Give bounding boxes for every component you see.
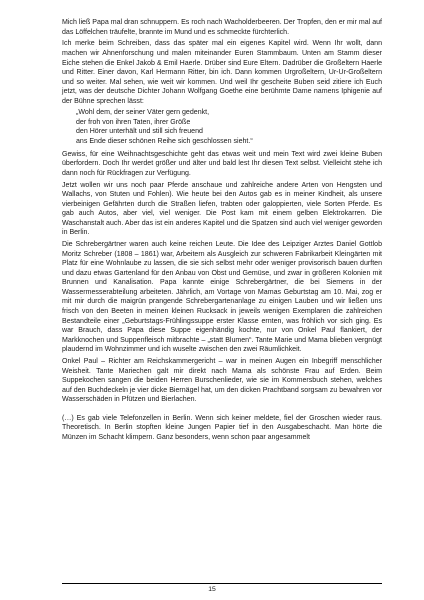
paragraph-6: Onkel Paul – Richter am Reichskammergericht – war in meinen Augen ein Inbegriff menschlicher Weisheit. Tante Mariechen galt mir direkt nach Mama als schönste Frau auf Erden. Beim Suppekochen sangen die beiden Herren Burschenlieder, wie sie im Kommersbuch stehen, welches auf den Buchdeckeln je vier dicke Biernägel hat, um den dicken Prachtband sorgsam zu bewahren vor Wasserschäden in Pfützen und Bierlachen. [62,358,382,404]
page-number: 15 [208,586,216,593]
goethe-quote [76,108,382,146]
paragraph-2: Ich merke beim Schreiben, dass das später mal ein eigenes Kapitel wird. Wenn Ihr wollt, dann machen wir Ahnenforschung und malen miteinander Euren Stammbaum. Unten am Stamm dieser Eiche stehen die Enkel Jakob & Emil Haerle. Drüber sind Eure Eltern. Dadrüber die Großeltern Haerle und Ritter. Einer davon, Karl Hermann Ritter, bin ich. Dann kommen Urgroßeltern, Ur-Ur-Großeltern und so weiter. Mal sehen, wie weit wir kommen. Und weil Ihr gescheite Buben seid zitiere ich Euch jetzt, was der deutsche Dichter Johann Wolfgang Goethe eine berühmte Dame namens Iphigenie auf der Bühne sprechen lässt: [62,40,382,105]
paragraph-3: Gewiss, für eine Weihnachtsgeschichte geht das etwas weit und mein Text wird zwei kleine Buben überfordern. Doch Ihr werdet größer und älter und bald lest Ihr diesen Text selbst. Vielleicht stehe ich dann noch für Rückfragen zur Verfügung. [62,150,382,177]
paragraph-4: Jetzt wollen wir uns noch paar Pferde anschaue und zahlreiche andere Arten von Hengsten und Wallachs, von Stuten und Fohlen). Wie heute bei den Autos gab es in meiner Kindheit, als unsere vierbeinigen Gefährten durch die Straßen liefen, trabten oder galoppierten, viele Sorten Pferde. Es gab auch Autos, aber viel, viel weniger. Die Post kam mit einem gelben Elektrokarren. Die Waschanstalt auch. Aber das ist ein anderes Kapitel und die Spatzen sind auch viel weniger geworden in Berlin. [62,181,382,237]
paragraph-1: Mich ließ Papa mal dran schnuppern. Es roch nach Wacholderbeeren. Der Tropfen, den er mir mal auf das Löffelchen träufelte, brannte im Mund und es schmeckte fürchterlich. [62,19,382,36]
paragraph-7: (…) Es gab viele Telefonzellen in Berlin. Wenn sich keiner meldete, fiel der Groschen wieder raus. Theoretisch. In Berlin stopften kleine Jungen Papier tief in den Ausgabeschacht. Man hörte die Münzen im Schacht klimpern. Ganz besonders, wenn schon paar angesammelt [62,414,382,441]
paragraph-5: Die Schrebergärtner waren auch keine reichen Leute. Die Idee des Leipziger Arztes Daniel Gottlob Moritz Schreber (1808 – 1861) war, Arbeitern als Ausgleich zur schweren Fabrikarbeit Kleingärten mit Platz für eine Wohnlaube zu lassen, die sie sich selbst mehr oder weniger provisorisch bauen durften und dazu etwas Gartenland für den Anbau von Obst und Gemüse, und zwar in größeren Kolonien mit Brunnen und Kanalisation. Papa kannte einige Schrebergärtner, die bei Siemens in der Wassermesserabteilung arbeiteten. Jährlich, am Vortage von Mamas Geburtstag am 10. Mai, zog er mit mir durch die maigrün prangende Schrebergartenanlage zu einigen Lauben und wir ließen uns frisch von den Beeten in meinen kleinen Rucksack in jeweils wenigen Exemplaren die zahlreichen Bestandteile einer „Geburtstags-Frühlingssuppe erster Klasse ernten, was fröhlich vor sich ging. Es war Brauch, dass Papa diese Suppe eigenhändig kochte, nur von Onkel Paul flankiert, der Markknochen und Suppenfleisch mitbrachte – „statt Blumen“. Tante Marie und Mama blieben vergnügt plaudernd im Wohnzimmer und ich wuselte zwischen den zwei Räumlichkeit. [62,241,382,354]
quote-line-1: „Wohl dem, der seiner Väter gern gedenkt, [76,109,210,117]
quote-line-4: ans Ende dieser schönen Reihe sich geschlossen sieht.“ [76,137,253,145]
quote-line-3: den Hörer unterhält und still sich freuend [76,128,203,136]
footer-rule [62,583,382,584]
quote-line-2: der froh von ihren Taten, ihrer Größe [76,118,191,126]
